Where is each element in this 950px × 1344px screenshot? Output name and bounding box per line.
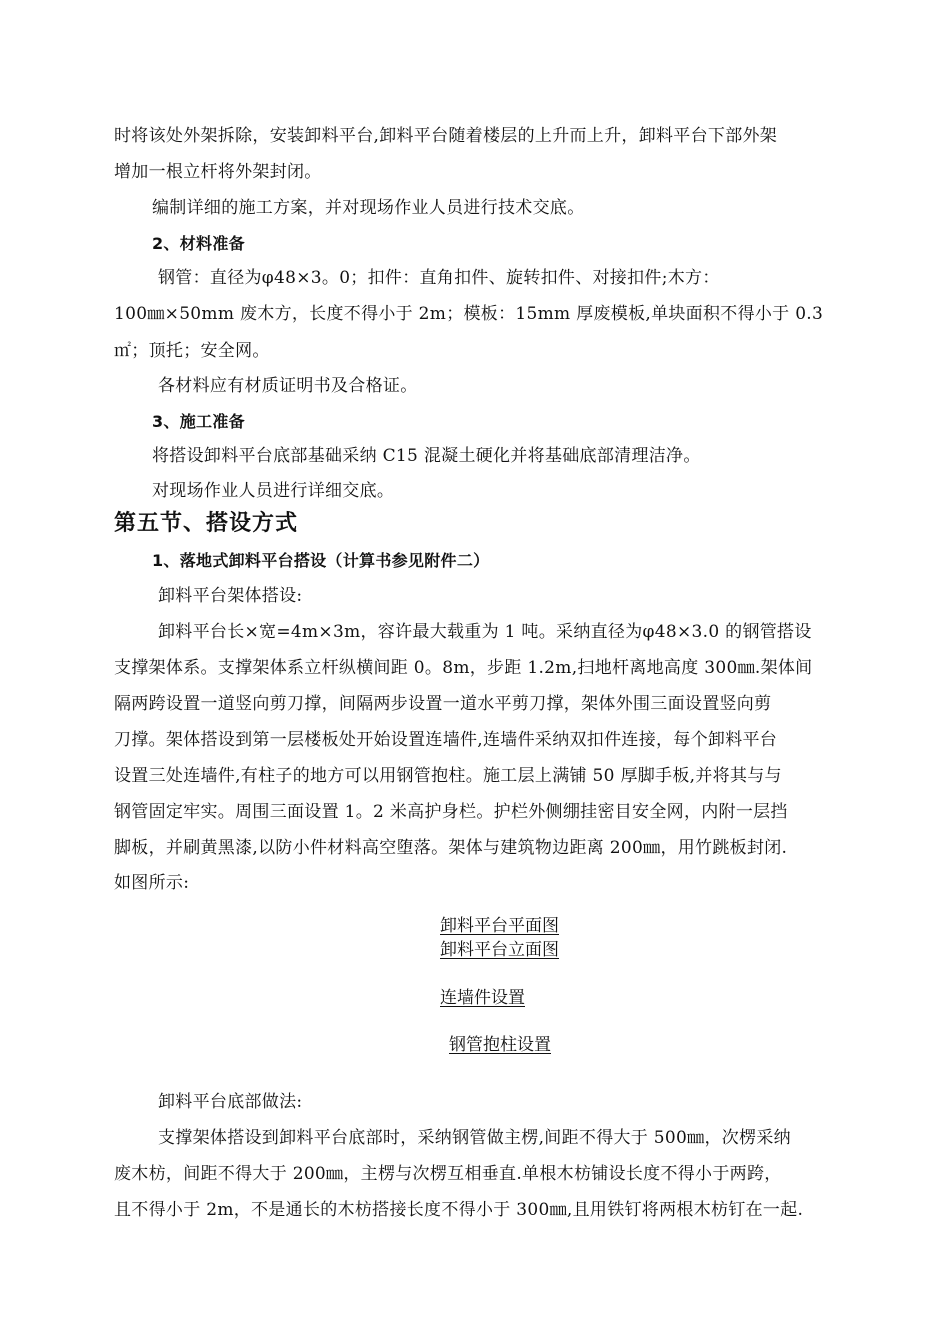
text-line: 钢管：直径为φ48×3。0；扣件：直角扣件、旋转扣件、对接扣件;木方： — [158, 268, 720, 288]
text-line: 支撑架体系。支撑架体系立杆纵横间距 0。8m，步距 1.2m,扫地杆离地高度 300㎜.架体间 — [114, 658, 813, 678]
text-line: 废木枋，间距不得大于 200㎜，主楞与次楞互相垂直.单根木枋铺设长度不得小于两跨， — [114, 1164, 782, 1184]
link-column-clamp-setup[interactable]: 钢管抱柱设置 — [449, 1035, 551, 1055]
section-heading: 3、施工准备 — [152, 412, 245, 431]
text-line: 卸料平台架体搭设: — [158, 586, 303, 606]
text-line: 100㎜×50mm 废木方，长度不得小于 2m；模板：15mm 厚废模板,单块面积不得小于 0.3 — [114, 304, 824, 324]
text-line: 编制详细的施工方案，并对现场作业人员进行技术交底。 — [152, 198, 585, 218]
text-line: 各材料应有材质证明书及合格证。 — [158, 376, 418, 396]
text-line: 卸料平台长×宽=4m×3m，容许最大载重为 1 吨。采纳直径为φ48×3.0 的钢管搭设 — [158, 622, 812, 642]
text-line: ㎡；顶托；安全网。 — [114, 341, 270, 361]
chapter-title: 第五节、搭设方式 — [114, 511, 299, 536]
text-line: 如图所示: — [114, 873, 190, 893]
link-platform-elevation[interactable]: 卸料平台立面图 — [440, 940, 559, 960]
text-line: 隔两跨设置一道竖向剪刀撑，间隔两步设置一道水平剪刀撑，架体外围三面设置竖向剪 — [114, 694, 772, 714]
link-platform-plan[interactable]: 卸料平台平面图 — [440, 916, 559, 936]
section-heading: 2、材料准备 — [152, 234, 245, 253]
section-heading: 1、落地式卸料平台搭设（计算书参见附件二） — [152, 551, 490, 570]
text-line: 对现场作业人员进行详细交底。 — [152, 481, 395, 501]
link-wall-tie-setup[interactable]: 连墙件设置 — [440, 988, 525, 1008]
text-line: 且不得小于 2m，不是通长的木枋搭接长度不得小于 300㎜,且用铁钉将两根木枋钉在一起. — [114, 1200, 804, 1220]
text-line: 增加一根立杆将外架封闭。 — [114, 162, 322, 182]
text-line: 将搭设卸料平台底部基础采纳 C15 混凝土硬化并将基础底部清理洁净。 — [152, 446, 701, 466]
text-line: 时将该处外架拆除，安装卸料平台,卸料平台随着楼层的上升而上升，卸料平台下部外架 — [114, 126, 778, 146]
text-line: 钢管固定牢实。周围三面设置 1。2 米高护身栏。护栏外侧绷挂密目安全网，内附一层挡 — [114, 802, 788, 822]
text-line: 支撑架体搭设到卸料平台底部时，采纳钢管做主楞,间距不得大于 500㎜，次楞采纳 — [158, 1128, 791, 1148]
text-line: 卸料平台底部做法: — [158, 1092, 303, 1112]
text-line: 刀撑。架体搭设到第一层楼板处开始设置连墙件,连墙件采纳双扣件连接，每个卸料平台 — [114, 730, 778, 750]
text-line: 设置三处连墙件,有柱子的地方可以用钢管抱柱。施工层上满铺 50 厚脚手板,并将其与与 — [114, 766, 782, 786]
text-line: 脚板，并刷黄黑漆,以防小件材料高空堕落。架体与建筑物边距离 200㎜，用竹跳板封闭. — [114, 838, 788, 858]
